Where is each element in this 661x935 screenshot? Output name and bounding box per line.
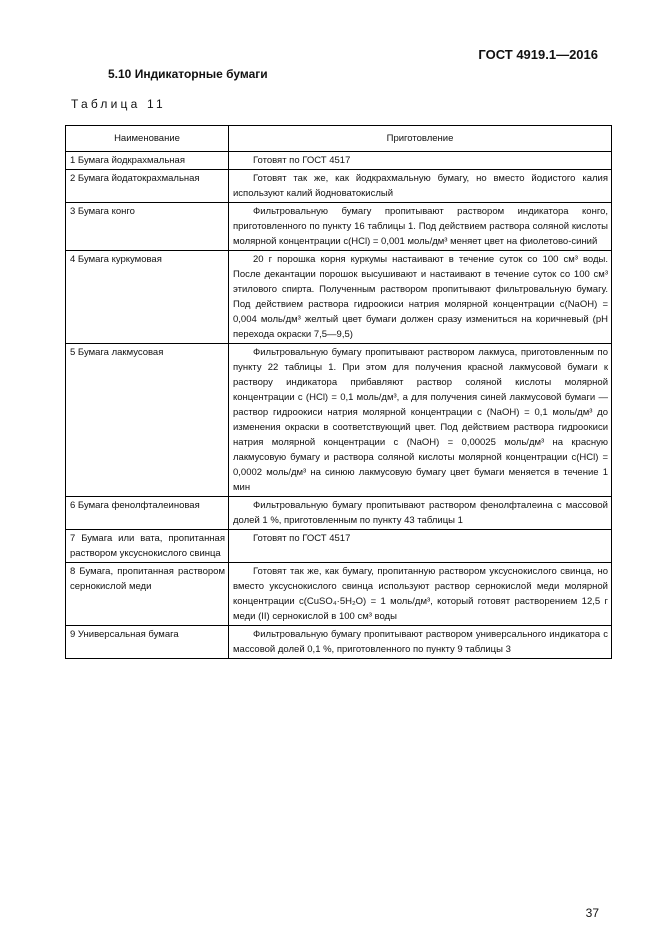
column-header-preparation: Приготовление [229,126,612,152]
table-row [66,203,612,251]
table-row [66,563,612,626]
indicator-papers-table [65,125,612,659]
cell-name: 5 Бумага лакмусовая [66,344,229,497]
table-caption: Таблица 11 [71,97,166,111]
document-standard-number: ГОСТ 4919.1—2016 [478,47,598,62]
table-row [66,497,612,530]
cell-preparation: Фильтровальную бумагу пропитывают раствором индикатора конго, приготовленного по пункту 16 таблицы 1. Под действием раствора соляной кислоты молярной концентрации c(HCl) = 0,001 моль/дм³ меняет цвет на фиолетово-синий [229,203,612,251]
cell-name: 3 Бумага конго [66,203,229,251]
cell-preparation: 20 г порошка корня куркумы настаивают в течение суток со 100 см³ воды. После декантации порошок высушивают и настаивают в течение суток со 100 см³ этилового спирта. Полученным раствором пропитывают фильтровальную бумагу. Под действием раствора гидроокиси натрия молярной концентрации c(NaOH) = 0,004 моль/дм³ желтый цвет бумаги должен сразу измениться на коричневый (рН перехода окраски 7,5—9,5) [229,251,612,344]
table-row [66,251,612,344]
cell-preparation: Готовят по ГОСТ 4517 [229,530,612,563]
table-row [66,626,612,659]
cell-preparation: Фильтровальную бумагу пропитывают раствором универсального индикатора с массовой долей 0,1 %, приготовленного по пункту 9 таблицы 3 [229,626,612,659]
cell-preparation: Готовят так же, как бумагу, пропитанную раствором уксуснокислого свинца, но вместо уксуснокислого свинца используют раствор сернокислой меди молярной концентрации c(CuSO₄·5H₂O) = 1 моль/дм³, который готовят растворением 12,5 г меди (II) сернокислой в 100 см³ воды [229,563,612,626]
cell-preparation: Фильтровальную бумагу пропитывают раствором лакмуса, приготовленным по пункту 22 таблицы 1. При этом для получения красной лакмусовой бумаги к раствору индикатора прибавляют раствор соляной кислоты молярной концентрации c (HCl) = 0,1 моль/дм³, а для получения синей лакмусовой бумаги — раствор гидроокиси натрия молярной концентрации c (NaOH) = 0,1 моль/дм³ до изменения окраски в соответствующий цвет. Под действием раствора гидроокиси натрия молярной концентрации c (NaOH) = 0,00025 моль/дм³ на красную лакмусовую бумагу и раствора соляной кислоты молярной концентрации c(HCl) = 0,0002 моль/дм³ на синюю лакмусовую бумагу цвет бумаги меняется в течение 1 мин [229,344,612,497]
cell-preparation: Готовят по ГОСТ 4517 [229,152,612,170]
table-row [66,152,612,170]
cell-name: 4 Бумага куркумовая [66,251,229,344]
page-number: 37 [585,906,599,920]
cell-name: 1 Бумага йодкрахмальная [66,152,229,170]
table-row [66,170,612,203]
cell-name: 9 Универсальная бумага [66,626,229,659]
cell-preparation: Готовят так же, как йодкрахмальную бумагу, но вместо йодистого калия используют калий йодноватокислый [229,170,612,203]
column-header-name: Наименование [66,126,229,152]
cell-name: 2 Бумага йодатокрахмальная [66,170,229,203]
table-row [66,344,612,497]
cell-name: 8 Бумага, пропитанная раствором сернокислой меди [66,563,229,626]
cell-name: 7 Бумага или вата, пропитанная раствором уксуснокислого свинца [66,530,229,563]
cell-preparation: Фильтровальную бумагу пропитывают раствором фенолфталеина с массовой долей 1 %, приготовленным по пункту 43 таблицы 1 [229,497,612,530]
table-row [66,530,612,563]
table-header-row [66,126,612,152]
cell-name: 6 Бумага фенолфталеиновая [66,497,229,530]
section-title: 5.10 Индикаторные бумаги [108,67,268,81]
